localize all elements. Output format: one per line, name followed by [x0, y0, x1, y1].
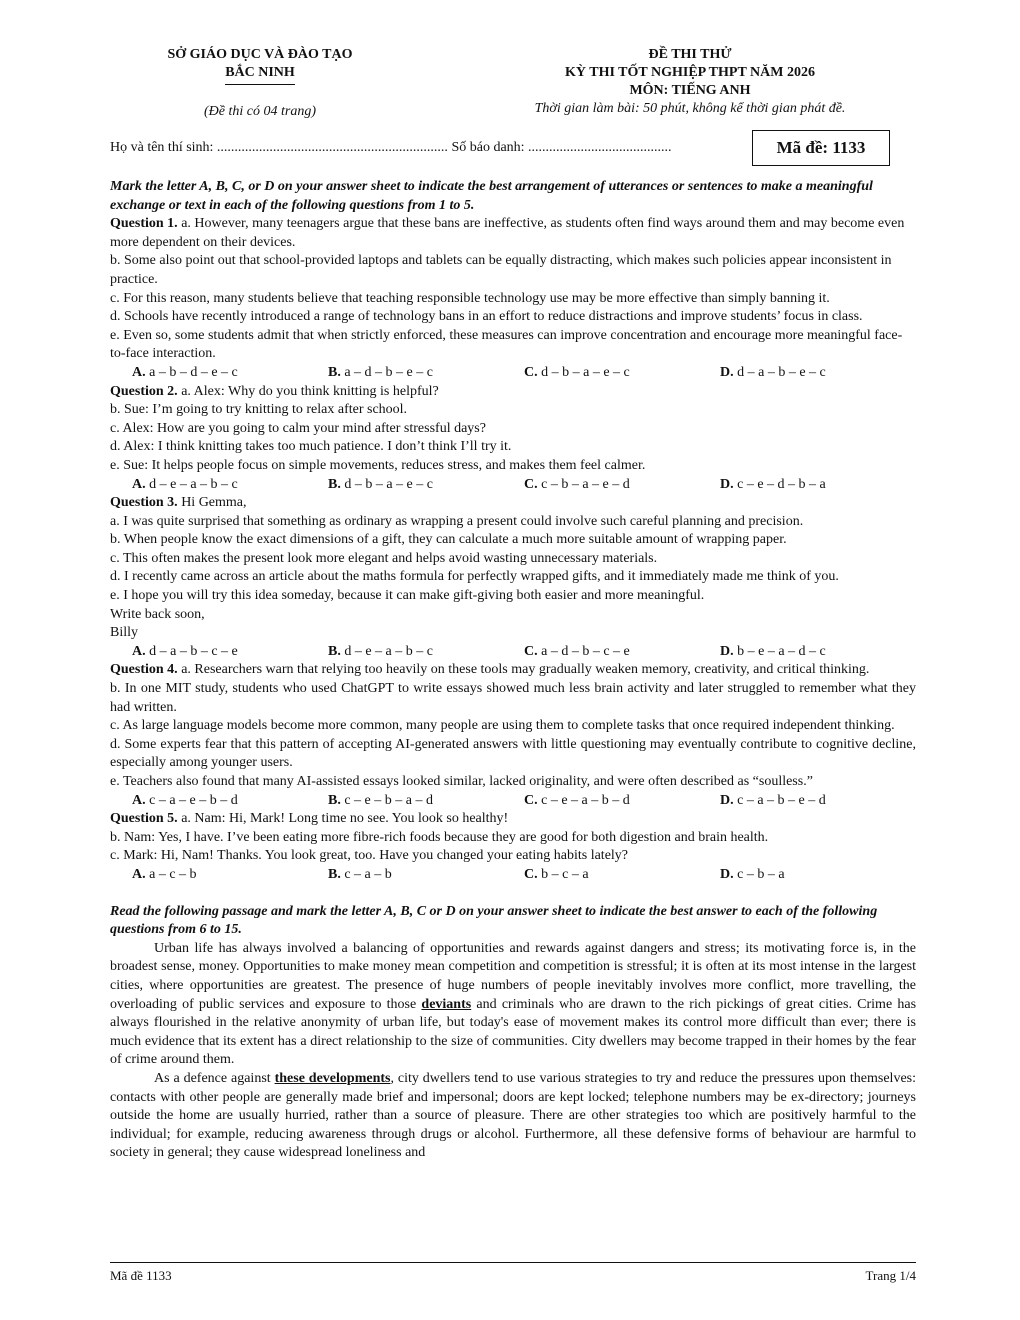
question-2-label: Question 2.: [110, 383, 178, 399]
q4-options: [110, 792, 916, 811]
q1-item-a: a. However, many teenagers argue that these bans are ineffective, as students often find ways around them and may become even more dependent on their devices.: [110, 216, 905, 250]
question-1: [110, 215, 916, 252]
q2-options: [110, 476, 916, 495]
q1-item-c: c. For this reason, many students believe that teaching responsible technology use may be more effective than simply banning it.: [110, 290, 830, 306]
candidate-id-field: Số báo danh: .........................................: [451, 140, 672, 155]
q3-item-d: d. I recently came across an article about the maths formula for perfectly wrapped gifts, and it immediately made me think of you.: [110, 569, 839, 585]
q2-item-a: a. Alex: Why do you think knitting is helpful?: [181, 383, 439, 399]
exam-subject: MÔN: TIẾNG ANH: [629, 83, 751, 98]
q1-item-b: b. Some also point out that school-provided laptops and tablets can be equally distracting, which makes such policies appear inconsistent in practice.: [110, 253, 892, 287]
q2-item-b: b. Sue: I’m going to try knitting to relax after school.: [110, 402, 408, 418]
issuing-authority: [110, 46, 410, 121]
q4-item-c: c. As large language models become more common, many people are using them to complete tasks that once required independent thinking.: [110, 718, 895, 734]
q3-item-b: b. When people know the exact dimensions of a gift, they can calculate a much more suitable amount of wrapping paper.: [110, 532, 787, 548]
q3-options: [110, 643, 916, 662]
q5-item-c: c. Mark: Hi, Nam! Thanks. You look great, too. Have you changed your eating habits lately?: [110, 848, 629, 864]
exam-time-note: Thời gian làm bài: 50 phút, không kể thời gian phát đề.: [534, 101, 846, 116]
province-name: BẮC NINH: [225, 65, 295, 80]
passage-paragraph-2: As a defence against these developments, city dwellers tend to use various strategies to try and reduce the pressures upon themselves: contacts with other people are generally made brief and impersonal; doors are kept locked; telephone numbers may be ex-directory; journeys outside the home are usually hurried, rather than a source of pleasure. There are other strategies too which are positively harmful to the individual; for example, reducing awareness through drugs or alcohol. Furthermore, all these defensive forms of behaviour are harmful to society in general; they cause widespread loneliness and: [110, 1070, 916, 1161]
q1-option-a[interactable]: A. a – b – d – e – c: [132, 364, 238, 380]
q3-option-c[interactable]: C. a – d – b – c – e: [524, 643, 630, 659]
q4-option-d[interactable]: D. c – a – b – e – d: [720, 792, 826, 808]
question-4: [110, 661, 916, 680]
q1-option-c[interactable]: C. d – b – a – e – c: [524, 364, 630, 380]
exam-content: [110, 178, 916, 1163]
section1-instruction: Mark the letter A, B, C, or D on your answer sheet to indicate the best arrangement of utterances or sentences to make a meaningful exchange or text in each of the following questions from 1 to 5.: [110, 179, 873, 213]
q3-signature: Billy: [110, 625, 139, 641]
q5-item-a: a. Nam: Hi, Mark! Long time no see. You look so healthy!: [181, 811, 509, 827]
q3-item-c: c. This often makes the present look more elegant and helps avoid wasting unnecessary materials.: [110, 550, 658, 566]
q5-options: [110, 866, 916, 885]
q5-option-a[interactable]: A. a – c – b: [132, 866, 197, 882]
question-3: [110, 494, 916, 513]
question-1-label: Question 1.: [110, 216, 178, 232]
q3-item-e: e. I hope you will try this idea someday, because it can make gift-giving both easier and more meaningful.: [110, 588, 705, 604]
question-3-label: Question 3.: [110, 495, 178, 511]
q1-item-e: e. Even so, some students admit that when strictly enforced, these measures can improve concentration and encourage more meaningful face-to-face interaction.: [110, 327, 903, 362]
q2-option-a[interactable]: A. d – e – a – b – c: [132, 476, 238, 492]
q4-option-b[interactable]: B. c – e – b – a – d: [328, 792, 433, 808]
q1-options: [110, 364, 916, 383]
q3-item-a: a. I was quite surprised that something as ordinary as wrapping a present could involve such careful planning and precision.: [110, 513, 804, 529]
q5-option-c[interactable]: C. b – c – a: [524, 866, 589, 882]
q5-option-b[interactable]: B. c – a – b: [328, 866, 392, 882]
q2-item-c: c. Alex: How are you going to calm your mind after stressful days?: [110, 420, 486, 436]
department-name: SỞ GIÁO DỤC VÀ ĐÀO TẠO: [167, 47, 353, 62]
question-2: [110, 383, 916, 402]
q2-option-b[interactable]: B. d – b – a – e – c: [328, 476, 433, 492]
keyword-deviants: deviants: [421, 996, 472, 1012]
section2-instruction: Read the following passage and mark the letter A, B, C or D on your answer sheet to indicate the best answer to each of the following questions from 6 to 15.: [110, 903, 878, 938]
q3-option-b[interactable]: B. d – e – a – b – c: [328, 643, 433, 659]
q4-item-e: e. Teachers also found that many AI-assisted essays looked similar, lacked originality, and were often described as “soulless.”: [110, 774, 813, 789]
q3-closing: Write back soon,: [110, 606, 205, 622]
candidate-name-field: Họ và tên thí sinh: ..................................................................: [110, 140, 448, 155]
q3-option-d[interactable]: D. b – e – a – d – c: [720, 643, 826, 659]
page-count-note: (Đề thi có 04 trang): [204, 104, 316, 119]
exam-subtitle: KỲ THI TỐT NGHIỆP THPT NĂM 2026: [565, 65, 815, 80]
header-divider: [225, 84, 295, 85]
footer-exam-code: Mã đề 1133: [110, 1268, 172, 1283]
q5-item-b: b. Nam: Yes, I have. I’ve been eating more fibre-rich foods because they are good for both digestion and brain health.: [110, 829, 769, 845]
q2-item-d: d. Alex: I think knitting takes too much patience. I don’t think I’ll try it.: [110, 439, 512, 455]
q3-greeting: Hi Gemma,: [181, 495, 247, 511]
q4-item-d: d. Some experts fear that this pattern of accepting AI-generated answers with little questioning may eventually contribute to cognitive decline, especially among younger users.: [110, 736, 916, 771]
footer-divider: [110, 1262, 916, 1263]
q1-option-b[interactable]: B. a – d – b – e – c: [328, 364, 433, 380]
exam-code-box: Mã đề: 1133: [752, 130, 890, 166]
q5-option-d[interactable]: D. c – b – a: [720, 866, 785, 882]
question-5: [110, 810, 916, 829]
q2-option-d[interactable]: D. c – e – d – b – a: [720, 476, 826, 492]
question-5-label: Question 5.: [110, 811, 178, 827]
passage-paragraph-1: Urban life has always involved a balancing of opportunities and rewards against dangers and stress; its motivating force is, in the broadest sense, money. Opportunities to make money mean competition and competition is stressful; it is often at its most intense in the largest cities, where opportunities are greatest. The presence of huge numbers of people inevitably involves more conflict, more travelling, the overloading of public services and exposure to those deviants and criminals who are drawn to the rich pickings of great cities. Crime has always flourished in the relative anonymity of urban life, but today's ease of movement makes its control more difficult than ever; there is much evidence that its extent has a direct relationship to the size of communities. City dwellers may become trapped in their homes by the fear of crime around them.: [110, 940, 917, 1068]
q1-item-d: d. Schools have recently introduced a range of technology bans in an effort to reduce distractions and improve students’ focus in class.: [110, 309, 863, 325]
q1-option-d[interactable]: D. d – a – b – e – c: [720, 364, 826, 380]
q2-option-c[interactable]: C. c – b – a – e – d: [524, 476, 630, 492]
q4-option-a[interactable]: A. c – a – e – b – d: [132, 792, 238, 808]
keyword-these-developments: these developments: [274, 1070, 391, 1086]
q4-item-a: a. Researchers warn that relying too heavily on these tools may gradually weaken memory, creativity, and critical thinking.: [181, 662, 870, 678]
footer-page-number: Trang 1/4: [865, 1268, 916, 1283]
question-4-label: Question 4.: [110, 662, 178, 678]
q3-option-a[interactable]: A. d – a – b – c – e: [132, 643, 238, 659]
q2-item-e: e. Sue: It helps people focus on simple movements, reduces stress, and makes them feel calmer.: [110, 457, 646, 473]
candidate-info: [110, 140, 672, 156]
exam-title: ĐỀ THI THỬ: [648, 47, 732, 62]
exam-title-block: [460, 46, 920, 118]
q4-item-b: b. In one MIT study, students who used ChatGPT to write essays showed much less brain activity and later struggled to remember what they had written.: [110, 681, 916, 715]
q4-option-c[interactable]: C. c – e – a – b – d: [524, 792, 630, 808]
